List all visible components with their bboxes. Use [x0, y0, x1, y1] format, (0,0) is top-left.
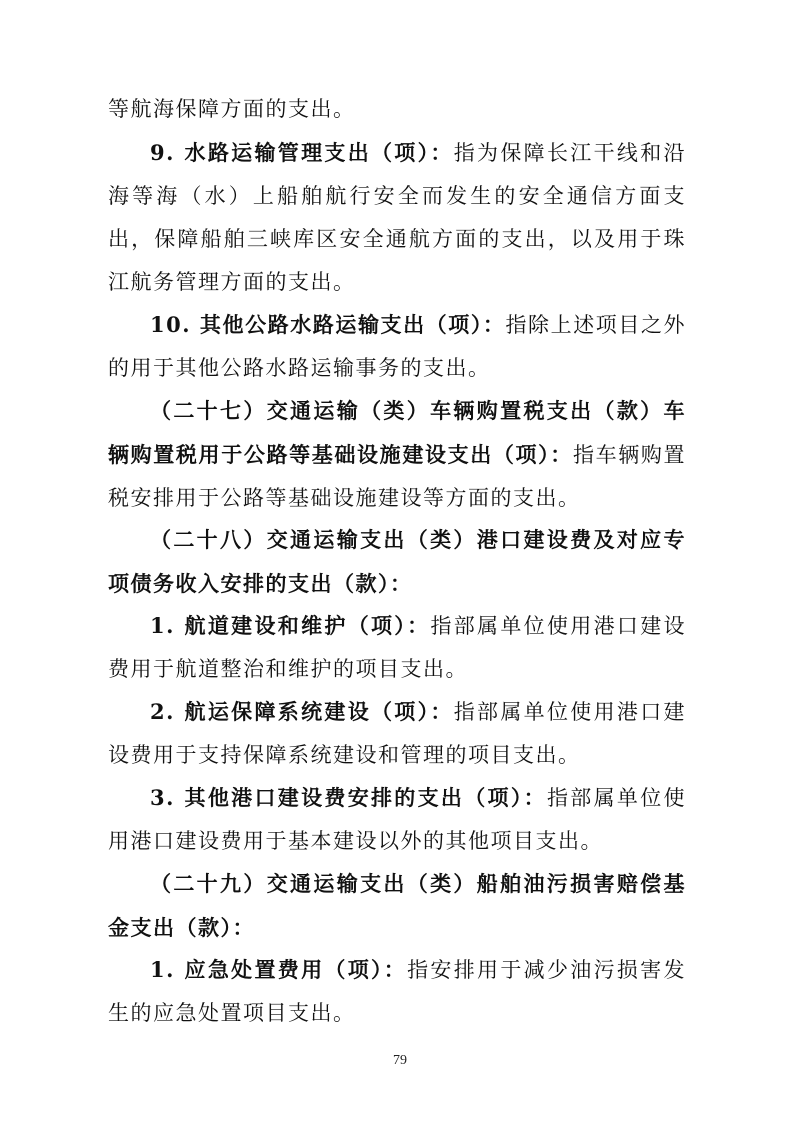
section-28: [108, 518, 686, 606]
paragraph-body: 指安排用于减少油污损害发生的应急处置项目支出。: [108, 958, 687, 1025]
paragraph-continuation: [108, 88, 686, 131]
paragraph-item-10: [108, 303, 686, 390]
paragraph-body: 指为保障长江干线和沿海等海（水）上船舶航行安全而发生的安全通信方面支出，保障船舶三峡库区安全通航方面的支出，以及用于珠江航务管理方面的支出。: [108, 141, 687, 294]
section-heading: （二十八）交通运输支出（类）港口建设费及对应专项债务收入安排的支出（款）：: [108, 527, 686, 596]
section-heading: （二十九）交通运输支出（类）船舶油污损害赔偿基金支出（款）：: [108, 871, 686, 940]
section-29: [108, 862, 686, 950]
paragraph-heading: 3. 其他港口建设费安排的支出（项）：: [150, 785, 547, 810]
page-number: 79: [393, 1053, 407, 1068]
paragraph-body: 指部属单位使用港口建设费用于航道整治和维护的项目支出。: [108, 614, 687, 681]
paragraph-body: 等航海保障方面的支出。: [108, 97, 356, 121]
paragraph-28-item-1: [108, 604, 686, 691]
section-body: 指车辆购置税安排用于公路等基础设施建设等方面的支出。: [108, 443, 687, 510]
paragraph-item-9: [108, 131, 686, 304]
paragraph-heading: 10. 其他公路水路运输支出（项）：: [150, 312, 506, 337]
paragraph-28-item-3: [108, 776, 686, 863]
paragraph-heading: 1. 应急处置费用（项）：: [150, 957, 408, 982]
paragraph-body: 指除上述项目之外的用于其他公路水路运输事务的支出。: [108, 313, 686, 380]
paragraph-29-item-1: [108, 948, 686, 1035]
paragraph-heading: 2. 航运保障系统建设（项）：: [150, 699, 454, 724]
paragraph-body: 指部属单位使用港口建设费用于基本建设以外的其他项目支出。: [108, 786, 687, 853]
paragraph-28-item-2: [108, 690, 686, 777]
paragraph-heading: 9. 水路运输管理支出（项）：: [150, 140, 454, 165]
paragraph-body: 指部属单位使用港口建设费用于支持保障系统建设和管理的项目支出。: [108, 700, 687, 767]
section-heading: （二十七）交通运输（类）车辆购置税支出（款）车辆购置税用于公路等基础设施建设支出（项）：: [108, 398, 686, 467]
paragraph-heading: 1. 航道建设和维护（项）：: [150, 613, 431, 638]
section-27: [108, 389, 686, 520]
